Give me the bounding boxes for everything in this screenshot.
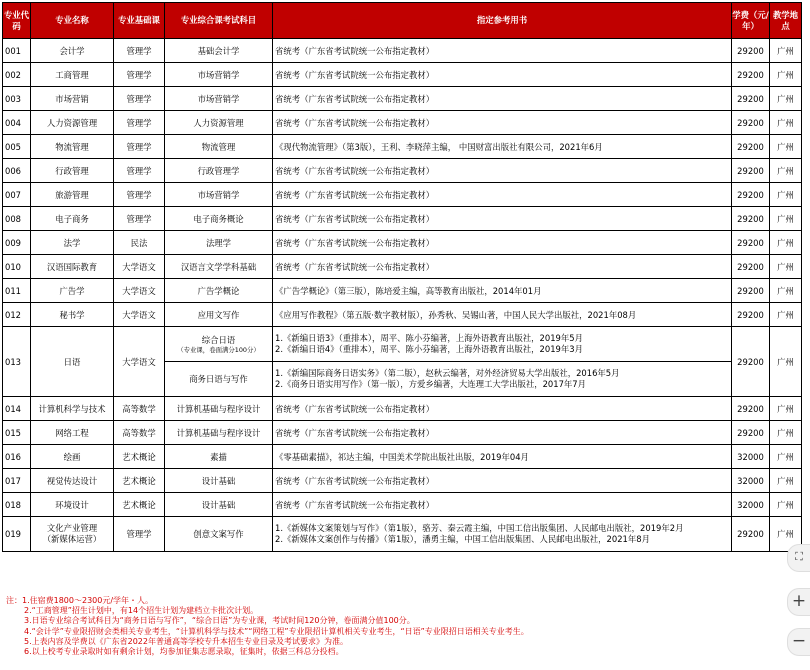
cell-name: 计算机科学与技术 [31, 397, 114, 421]
table-row [3, 111, 802, 135]
cell-basic: 高等数学 [114, 421, 165, 445]
cell-basic: 管理学 [114, 111, 165, 135]
cell-fee: 29200 [732, 327, 770, 397]
cell-fee: 29200 [732, 183, 770, 207]
cell-fee: 29200 [732, 159, 770, 183]
cell-exam: 物流管理 [165, 135, 273, 159]
header-basic: 专业基础课 [114, 3, 165, 39]
table-row [3, 469, 802, 493]
table-row [3, 517, 802, 552]
cell-basic: 管理学 [114, 39, 165, 63]
cell-exam: 法理学 [165, 231, 273, 255]
table-row [3, 63, 802, 87]
note-line: 注：1.住宿费1800～2300元/学年・人。 [6, 596, 154, 605]
cell-place: 广州 [770, 111, 802, 135]
cell-code: 016 [3, 445, 31, 469]
cell-basic: 管理学 [114, 183, 165, 207]
cell-exam [165, 327, 273, 362]
fit-screen-button[interactable] [787, 544, 810, 572]
cell-basic: 艺术概论 [114, 469, 165, 493]
cell-place: 广州 [770, 87, 802, 111]
cell-exam: 素描 [165, 445, 273, 469]
cell-exam: 计算机基础与程序设计 [165, 421, 273, 445]
cell-basic: 大学语文 [114, 279, 165, 303]
table-row [3, 231, 802, 255]
cell-place: 广州 [770, 231, 802, 255]
cell-code: 008 [3, 207, 31, 231]
cell-name [31, 517, 114, 552]
cell-basic: 大学语文 [114, 303, 165, 327]
cell-place: 广州 [770, 159, 802, 183]
cell-exam: 行政管理学 [165, 159, 273, 183]
cell-name: 工商管理 [31, 63, 114, 87]
table-row [3, 493, 802, 517]
header-books: 指定参考用书 [273, 3, 732, 39]
cell-place: 广州 [770, 445, 802, 469]
cell-fee: 32000 [732, 469, 770, 493]
cell-code: 015 [3, 421, 31, 445]
table-row [3, 421, 802, 445]
cell-book: 省统考（广东省考试院统一公布指定教材） [273, 231, 732, 255]
cell-exam: 计算机基础与程序设计 [165, 397, 273, 421]
cell-book: 省统考（广东省考试院统一公布指定教材） [273, 111, 732, 135]
table-row [3, 159, 802, 183]
cell-fee: 29200 [732, 303, 770, 327]
cell-book: 《广告学概论》（第三版），陈培爱主编，高等教育出版社，2014年01月 [273, 279, 732, 303]
cell-code: 004 [3, 111, 31, 135]
cell-basic: 大学语文 [114, 255, 165, 279]
note-line: 2.“工商管理”招生计划中，有14个招生计划为建档立卡批次计划。 [24, 606, 259, 616]
cell-book: 省统考（广东省考试院统一公布指定教材） [273, 421, 732, 445]
cell-code: 014 [3, 397, 31, 421]
cell-name: 会计学 [31, 39, 114, 63]
cell-code: 019 [3, 517, 31, 552]
cell-basic: 大学语文 [114, 327, 165, 397]
cell-book: 省统考（广东省考试院统一公布指定教材） [273, 159, 732, 183]
cell-exam: 广告学概论 [165, 279, 273, 303]
cell-code: 012 [3, 303, 31, 327]
cell-name: 绘画 [31, 445, 114, 469]
table-row [3, 207, 802, 231]
cell-fee: 29200 [732, 397, 770, 421]
cell-book: 省统考（广东省考试院统一公布指定教材） [273, 63, 732, 87]
exam-japanese-note: （专业课，卷面满分100分） [177, 346, 260, 354]
table-row [3, 183, 802, 207]
cell-place: 广州 [770, 397, 802, 421]
cell-fee: 29200 [732, 421, 770, 445]
cell-basic: 管理学 [114, 63, 165, 87]
cell-book: 省统考（广东省考试院统一公布指定教材） [273, 183, 732, 207]
cell-basic: 民法 [114, 231, 165, 255]
cell-book: 省统考（广东省考试院统一公布指定教材） [273, 397, 732, 421]
note-line: 5.上表内容及学费以《广东省2022年普通高等学校专升本招生专业目录及考试要求》为准。 [24, 636, 348, 646]
cell-basic: 管理学 [114, 517, 165, 552]
cell-name: 日语 [31, 327, 114, 397]
note-line: 4.“会计学”专业限招财会类相关专业考生，“计算机科学与技术”“网络工程”专业限招计算机相关专业考生，“日语”专业限招日语相关专业考生。 [24, 626, 529, 636]
cell-code: 003 [3, 87, 31, 111]
cell-fee: 29200 [732, 207, 770, 231]
book-line: 2.《新媒体文案创作与传播》（第1版），潘勇主编，中国工信出版集团、人民邮电出版社，2021年8月 [275, 534, 650, 544]
cell-code: 009 [3, 231, 31, 255]
cell-place: 广州 [770, 469, 802, 493]
cell-code: 011 [3, 279, 31, 303]
cell-book: 省统考（广东省考试院统一公布指定教材） [273, 87, 732, 111]
cell-name: 秘书学 [31, 303, 114, 327]
table-row [3, 397, 802, 421]
cell-code: 017 [3, 469, 31, 493]
header-code: 专业代码 [3, 3, 31, 39]
cell-exam: 商务日语与写作 [165, 362, 273, 397]
admission-table-sheet [2, 2, 802, 552]
cell-place: 广州 [770, 279, 802, 303]
book-line: 2.《商务日语实用写作》（第一版），方爱乡编著，大连理工大学出版社，2017年7月 [275, 379, 586, 389]
cell-book [273, 327, 732, 362]
cell-place: 广州 [770, 63, 802, 87]
cell-exam: 电子商务概论 [165, 207, 273, 231]
cell-place: 广州 [770, 255, 802, 279]
cell-name: 行政管理 [31, 159, 114, 183]
cell-exam: 市场营销学 [165, 87, 273, 111]
table-row [3, 445, 802, 469]
note-line: 6.以上校考专业录取时如有剩余计划，均参加征集志愿录取，征集时，依据三科总分投档。 [24, 647, 344, 657]
admission-table [2, 2, 802, 552]
cell-book: 《现代物流管理》（第3版），王利、李晓萍主编， 中国财富出版社有限公司，2021年6月 [273, 135, 732, 159]
table-header-row [3, 3, 802, 39]
cell-code: 013 [3, 327, 31, 397]
cell-book: 省统考（广东省考试院统一公布指定教材） [273, 39, 732, 63]
cell-fee: 29200 [732, 279, 770, 303]
cell-place: 广州 [770, 135, 802, 159]
header-fee: 学费（元/年） [732, 3, 770, 39]
cell-book: 省统考（广东省考试院统一公布指定教材） [273, 469, 732, 493]
name-line: 文化产业管理 [46, 522, 98, 533]
cell-basic: 管理学 [114, 159, 165, 183]
cell-exam: 设计基础 [165, 469, 273, 493]
cell-exam: 创意文案写作 [165, 517, 273, 552]
note-line: 3.日语专业综合考试科目为“商务日语与写作”，“综合日语”为专业课，考试时间120分钟，卷面满分值100分。 [24, 616, 415, 626]
table-row [3, 255, 802, 279]
cell-exam: 汉语言文学学科基础 [165, 255, 273, 279]
cell-place: 广州 [770, 517, 802, 552]
cell-exam: 应用文写作 [165, 303, 273, 327]
cell-book: 省统考（广东省考试院统一公布指定教材） [273, 207, 732, 231]
cell-book: 《应用写作教程》（第五版·数字教材版），孙秀秋、吴锡山著，中国人民大学出版社，2021年08月 [273, 303, 732, 327]
cell-basic: 高等数学 [114, 397, 165, 421]
cell-place: 广州 [770, 493, 802, 517]
table-row [3, 87, 802, 111]
cell-code: 006 [3, 159, 31, 183]
cell-fee: 32000 [732, 445, 770, 469]
cell-basic: 管理学 [114, 135, 165, 159]
cell-name: 物流管理 [31, 135, 114, 159]
book-line: 1.《新媒体文案策划与写作》（第1版），骆芳、秦云霞主编，中国工信出版集团、人民邮电出版社，2019年2月 [275, 522, 684, 533]
cell-place: 广州 [770, 39, 802, 63]
cell-code: 002 [3, 63, 31, 87]
cell-exam: 基础会计学 [165, 39, 273, 63]
notes-block [6, 596, 786, 657]
cell-fee: 29200 [732, 517, 770, 552]
cell-book [273, 517, 732, 552]
header-exam: 专业综合课考试科目 [165, 3, 273, 39]
cell-name: 人力资源管理 [31, 111, 114, 135]
book-line: 1.《新编日语3》（重排本），周平、陈小芬编著，上海外语教育出版社，2019年5月 [275, 332, 583, 343]
cell-name: 汉语国际教育 [31, 255, 114, 279]
cell-exam: 设计基础 [165, 493, 273, 517]
cell-place: 广州 [770, 421, 802, 445]
cell-fee: 29200 [732, 231, 770, 255]
cell-fee: 29200 [732, 111, 770, 135]
cell-book: 省统考（广东省考试院统一公布指定教材） [273, 255, 732, 279]
cell-name: 环境设计 [31, 493, 114, 517]
cell-name: 旅游管理 [31, 183, 114, 207]
cell-name: 法学 [31, 231, 114, 255]
cell-basic: 艺术概论 [114, 493, 165, 517]
cell-name: 网络工程 [31, 421, 114, 445]
header-name: 专业名称 [31, 3, 114, 39]
cell-place: 广州 [770, 303, 802, 327]
zoom-out-icon: − [791, 631, 807, 651]
book-line: 1.《新编国际商务日语实务》（第二版），赵秋云编著，对外经济贸易大学出版社，2016年5月 [275, 367, 620, 378]
cell-name: 广告学 [31, 279, 114, 303]
table-row [3, 39, 802, 63]
cell-basic: 管理学 [114, 87, 165, 111]
cell-fee: 29200 [732, 255, 770, 279]
cell-name: 市场营销 [31, 87, 114, 111]
exam-japanese-main: 综合日语 [201, 335, 236, 345]
cell-code: 001 [3, 39, 31, 63]
cell-book: 《零基础素描》，祁达主编，中国美术学院出版社出版，2019年04月 [273, 445, 732, 469]
cell-code: 018 [3, 493, 31, 517]
cell-book [273, 362, 732, 397]
cell-fee: 32000 [732, 493, 770, 517]
fit-screen-icon: ⛶ [795, 550, 803, 563]
cell-exam: 人力资源管理 [165, 111, 273, 135]
table-row-japanese [3, 327, 802, 362]
zoom-in-icon: + [791, 591, 807, 611]
cell-exam: 市场营销学 [165, 63, 273, 87]
zoom-in-button[interactable] [787, 588, 810, 616]
cell-name: 电子商务 [31, 207, 114, 231]
table-row [3, 303, 802, 327]
cell-exam: 市场营销学 [165, 183, 273, 207]
cell-place: 广州 [770, 183, 802, 207]
name-line: （新媒体运营） [42, 534, 102, 544]
cell-basic: 艺术概论 [114, 445, 165, 469]
cell-code: 005 [3, 135, 31, 159]
cell-fee: 29200 [732, 39, 770, 63]
cell-name: 视觉传达设计 [31, 469, 114, 493]
table-row [3, 135, 802, 159]
table-row [3, 279, 802, 303]
cell-book: 省统考（广东省考试院统一公布指定教材） [273, 493, 732, 517]
cell-fee: 29200 [732, 63, 770, 87]
cell-basic: 管理学 [114, 207, 165, 231]
cell-fee: 29200 [732, 135, 770, 159]
header-place: 教学地点 [770, 3, 802, 39]
cell-code: 010 [3, 255, 31, 279]
cell-code: 007 [3, 183, 31, 207]
cell-fee: 29200 [732, 87, 770, 111]
book-line: 2.《新编日语4》（重排本），周平、陈小芬编著，上海外语教育出版社，2019年3月 [275, 344, 583, 354]
zoom-out-button[interactable] [787, 628, 810, 656]
cell-place: 广州 [770, 207, 802, 231]
cell-place: 广州 [770, 327, 802, 397]
